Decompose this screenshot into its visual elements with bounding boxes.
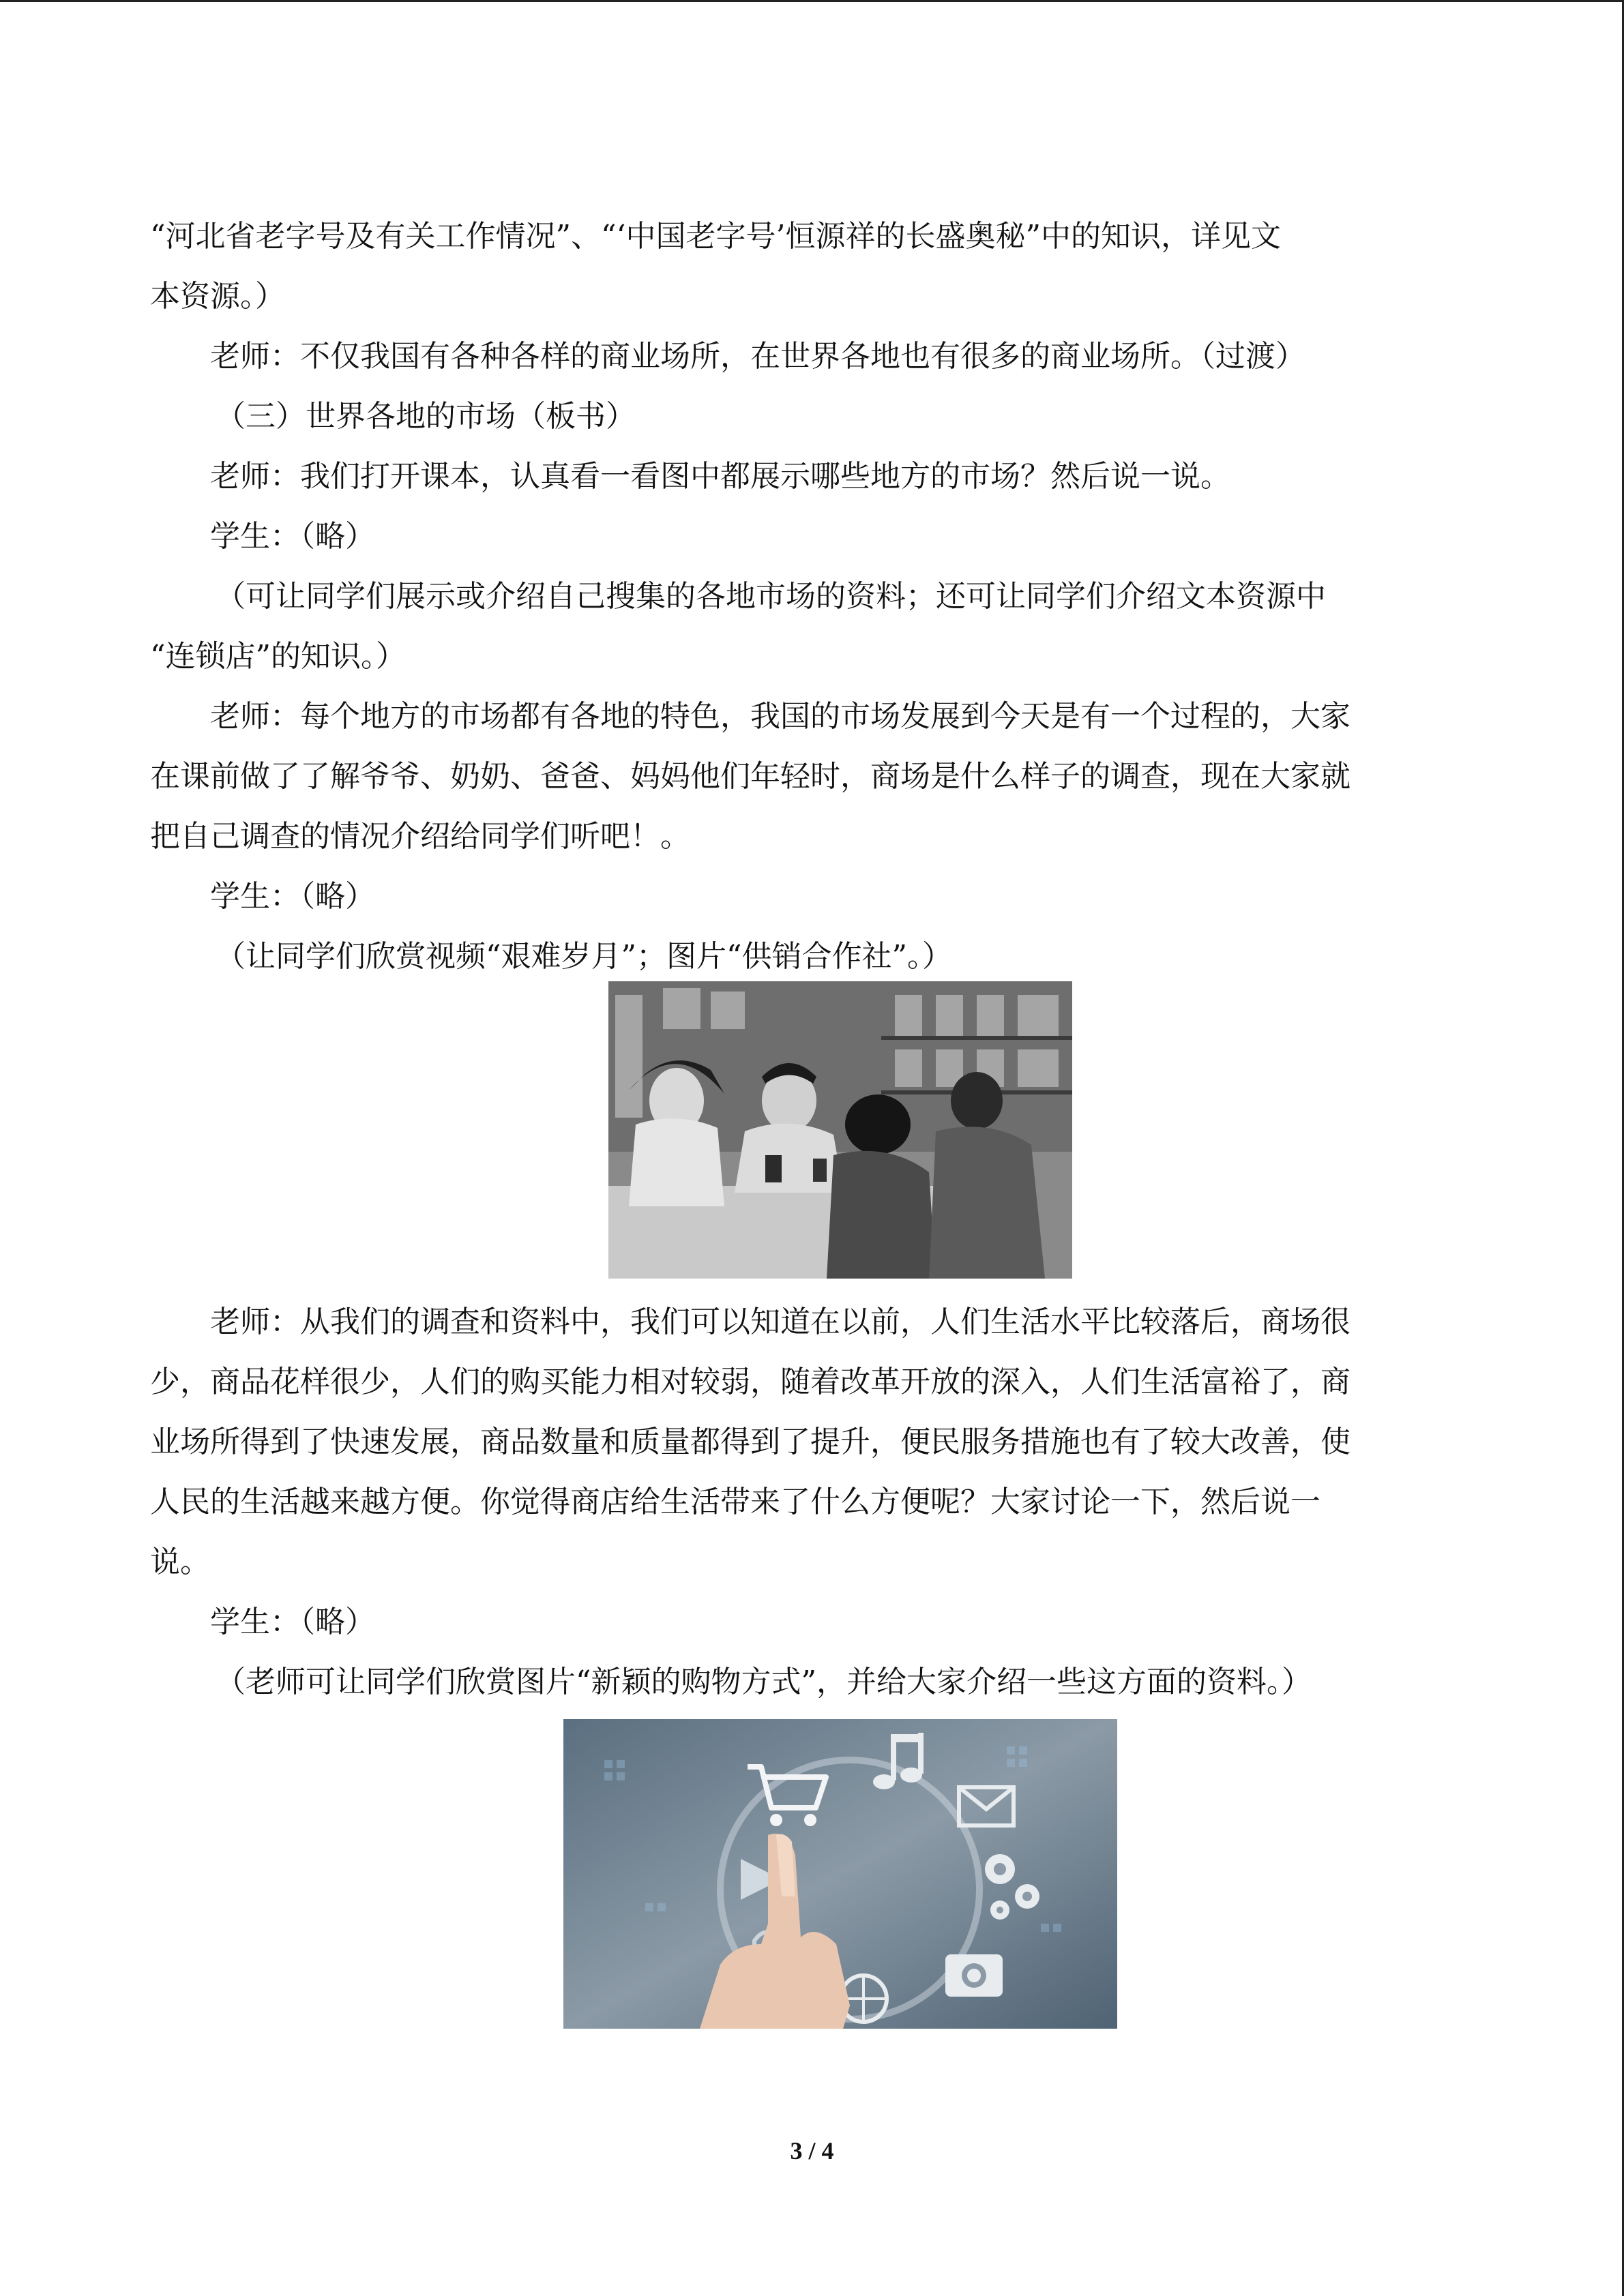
supply-cooperative-photo [608,981,1072,1279]
paragraph-line: “连锁店”的知识。） [150,639,406,674]
text-block-top [150,207,1460,987]
online-shopping-photo [563,1719,1117,2029]
photo-icon [563,1719,1117,2029]
photo-icon [608,981,1072,1279]
paragraph-line: 学生：（略） [210,1605,375,1639]
paragraph-line: （老师可让同学们欣赏图片“新颖的购物方式”，并给大家介绍一些这方面的资料。） [216,1665,1312,1699]
paragraph-line: 人民的生活越来越方便。你觉得商店给生活带来了什么方便呢？大家讨论一下，然后说一 [150,1485,1320,1519]
paragraph-line: 老师：我们打开课本，认真看一看图中都展示哪些地方的市场？然后说一说。 [210,459,1230,494]
paragraph-line: 老师：每个地方的市场都有各地的特色，我国的市场发展到今天是有一个过程的，大家 [210,699,1350,734]
paragraph-line: 把自己调查的情况介绍给同学们听吧！。 [150,819,690,854]
paragraph-line: 老师：不仅我国有各种各样的商业场所，在世界各地也有很多的商业场所。（过渡） [210,339,1305,374]
text-block-middle [150,1292,1460,1712]
paragraph-line: 在课前做了了解爷爷、奶奶、爸爸、妈妈他们年轻时，商场是什么样子的调查，现在大家就 [150,759,1350,794]
paragraph-line: （可让同学们展示或介绍自己搜集的各地市场的资料；还可让同学们介绍文本资源中 [216,579,1326,614]
paragraph-line: 少，商品花样很少，人们的购买能力相对较弱，随着改革开放的深入，人们生活富裕了，商 [150,1365,1350,1399]
paragraph-line: 业场所得到了快速发展，商品数量和质量都得到了提升，便民服务措施也有了较大改善，使 [150,1425,1350,1459]
paragraph-line: “河北省老字号及有关工作情况”、“‘中国老字号’恒源祥的长盛奥秘”中的知识，详见文 [150,219,1281,254]
paragraph-line: （让同学们欣赏视频“艰难岁月”；图片“供销合作社”。） [216,939,952,974]
paragraph-line: 说。 [150,1545,210,1579]
paragraph-line: 本资源。） [150,279,285,314]
paragraph-line: 老师：从我们的调查和资料中，我们可以知道在以前，人们生活水平比较落后，商场很 [210,1304,1350,1339]
page-number: 3 / 4 [790,2137,834,2164]
paragraph-line: 学生：（略） [210,879,375,914]
paragraph-line: 学生：（略） [210,519,375,554]
section-heading: （三）世界各地的市场（板书） [216,399,636,434]
